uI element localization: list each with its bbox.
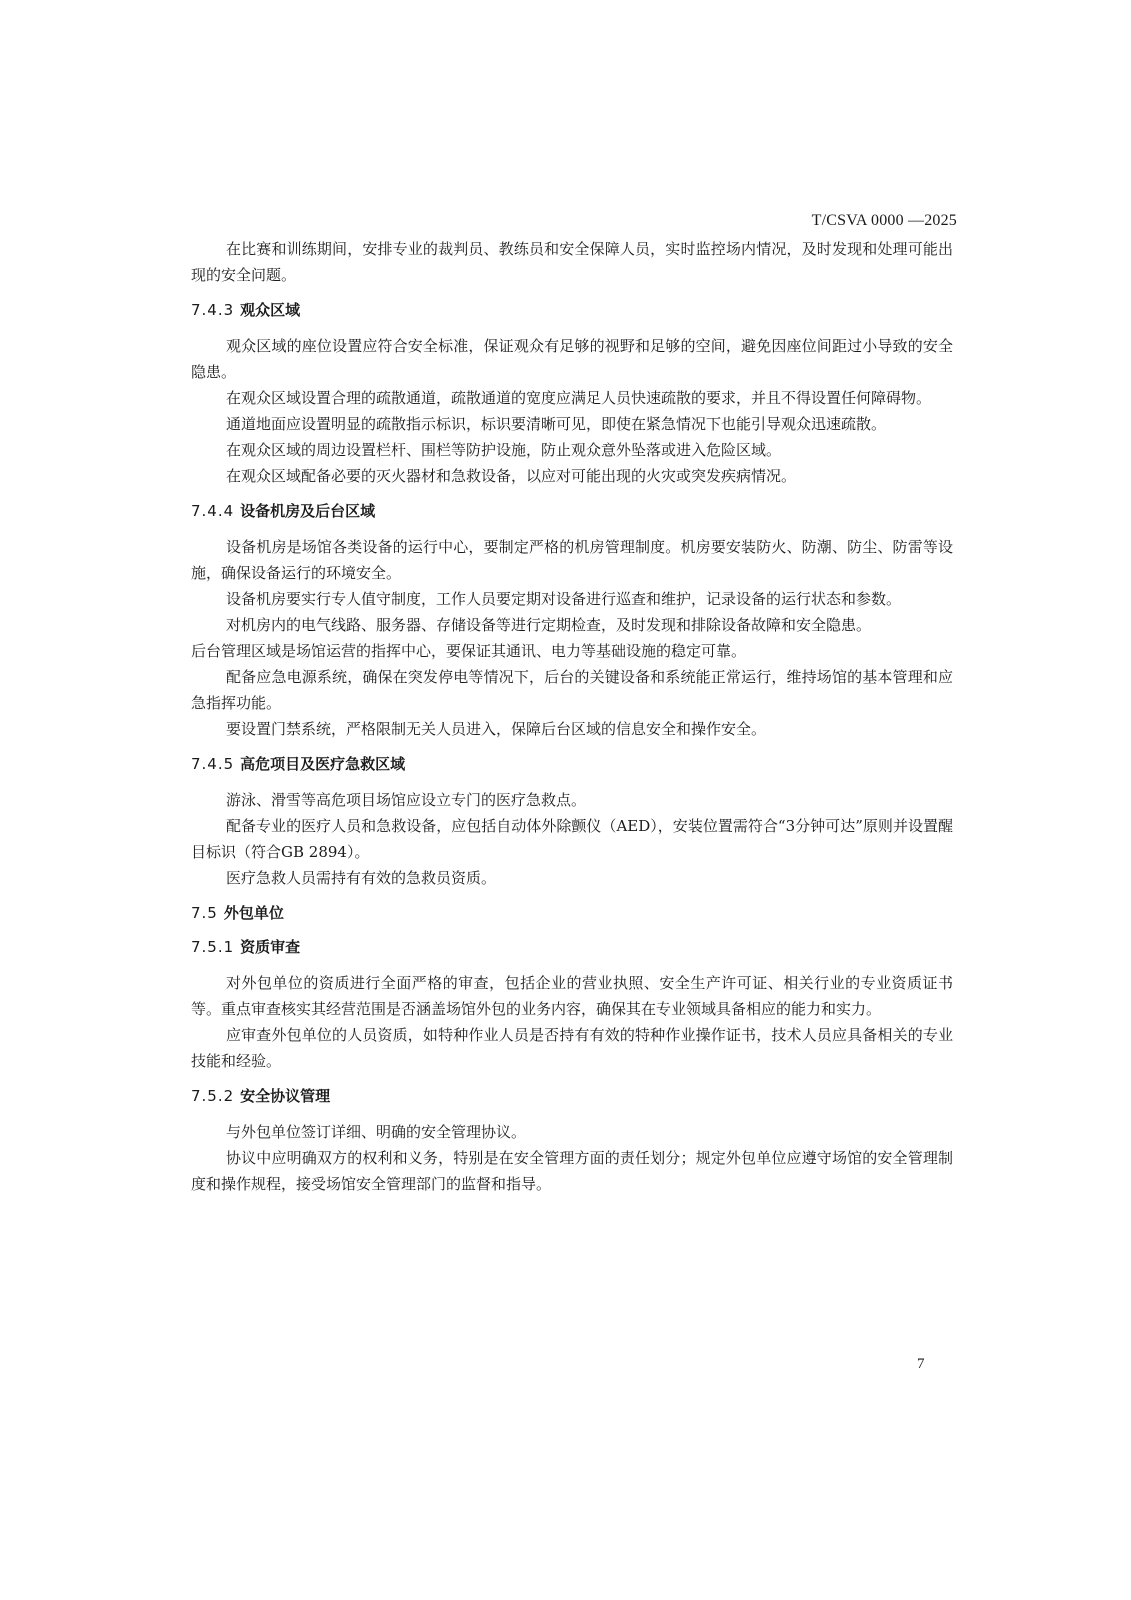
paragraph: 对机房内的电气线路、服务器、存储设备等进行定期检查，及时发现和排除设备故障和安全隐患。 (226, 616, 872, 634)
document-body (191, 236, 953, 1197)
section-title: 资质审查 (240, 938, 301, 956)
paragraph: 配备应急电源系统，确保在突发停电等情况下，后台的关键设备和系统能正常运行，维持场馆的基本管理和应急指挥功能。 (191, 668, 953, 712)
section-heading-7-5-2 (191, 1083, 953, 1109)
section-heading-7-4-5 (191, 751, 953, 777)
section-number: 7.5.2 (191, 1087, 235, 1105)
section-number: 7.4.3 (191, 301, 235, 319)
document-code: T/CSVA 0000 —2025 (811, 212, 957, 229)
section-heading-7-4-3 (191, 297, 953, 323)
paragraph: 医疗急救人员需持有有效的急救员资质。 (226, 869, 497, 887)
paragraph: 观众区域的座位设置应符合安全标准，保证观众有足够的视野和足够的空间，避免因座位间距过小导致的安全隐患。 (191, 337, 953, 381)
section-number: 7.4.5 (191, 755, 235, 773)
paragraph: 在比赛和训练期间，安排专业的裁判员、教练员和安全保障人员，实时监控场内情况，及时发现和处理可能出现的安全问题。 (191, 240, 953, 284)
paragraph: 设备机房是场馆各类设备的运行中心，要制定严格的机房管理制度。机房要安装防火、防潮、防尘、防雷等设施，确保设备运行的环境安全。 (191, 538, 953, 582)
paragraph: 应审查外包单位的人员资质，如特种作业人员是否持有有效的特种作业操作证书，技术人员应具备相关的专业技能和经验。 (191, 1026, 953, 1070)
section-number: 7.5.1 (191, 938, 235, 956)
paragraph: 在观众区域配备必要的灭火器材和急救设备，以应对可能出现的火灾或突发疾病情况。 (226, 467, 797, 485)
section-number: 7.5 (191, 904, 218, 922)
paragraph: 设备机房要实行专人值守制度，工作人员要定期对设备进行巡查和维护，记录设备的运行状态和参数。 (226, 590, 902, 608)
section-title: 设备机房及后台区域 (240, 502, 376, 520)
section-heading-7-4-4 (191, 498, 953, 524)
section-title: 安全协议管理 (240, 1087, 331, 1105)
section-heading-7-5 (191, 900, 953, 926)
paragraph: 游泳、滑雪等高危项目场馆应设立专门的医疗急救点。 (226, 791, 587, 809)
paragraph: 与外包单位签订详细、明确的安全管理协议。 (226, 1123, 527, 1141)
section-title: 观众区域 (240, 301, 301, 319)
section-heading-7-5-1 (191, 934, 953, 960)
section-title: 高危项目及医疗急救区域 (240, 755, 406, 773)
page-number: 7 (917, 1356, 925, 1372)
paragraph: 在观众区域的周边设置栏杆、围栏等防护设施，防止观众意外坠落或进入危险区域。 (226, 441, 782, 459)
paragraph: 协议中应明确双方的权利和义务，特别是在安全管理方面的责任划分；规定外包单位应遵守场馆的安全管理制度和操作规程，接受场馆安全管理部门的监督和指导。 (191, 1149, 953, 1193)
section-title: 外包单位 (223, 904, 284, 922)
paragraph: 在观众区域设置合理的疏散通道，疏散通道的宽度应满足人员快速疏散的要求，并且不得设置任何障碍物。 (226, 389, 932, 407)
paragraph: 通道地面应设置明显的疏散指示标识，标识要清晰可见，即使在紧急情况下也能引导观众迅速疏散。 (226, 415, 887, 433)
section-number: 7.4.4 (191, 502, 235, 520)
paragraph: 对外包单位的资质进行全面严格的审查，包括企业的营业执照、安全生产许可证、相关行业的专业资质证书等。重点审查核实其经营范围是否涵盖场馆外包的业务内容，确保其在专业领域具备相应的能力和实力。 (191, 974, 953, 1018)
paragraph: 配备专业的医疗人员和急救设备，应包括自动体外除颤仪（AED），安装位置需符合“3分钟可达”原则并设置醒目标识（符合GB 2894）。 (191, 817, 953, 861)
paragraph: 后台管理区域是场馆运营的指挥中心，要保证其通讯、电力等基础设施的稳定可靠。 (191, 642, 747, 660)
paragraph: 要设置门禁系统，严格限制无关人员进入，保障后台区域的信息安全和操作安全。 (226, 720, 767, 738)
